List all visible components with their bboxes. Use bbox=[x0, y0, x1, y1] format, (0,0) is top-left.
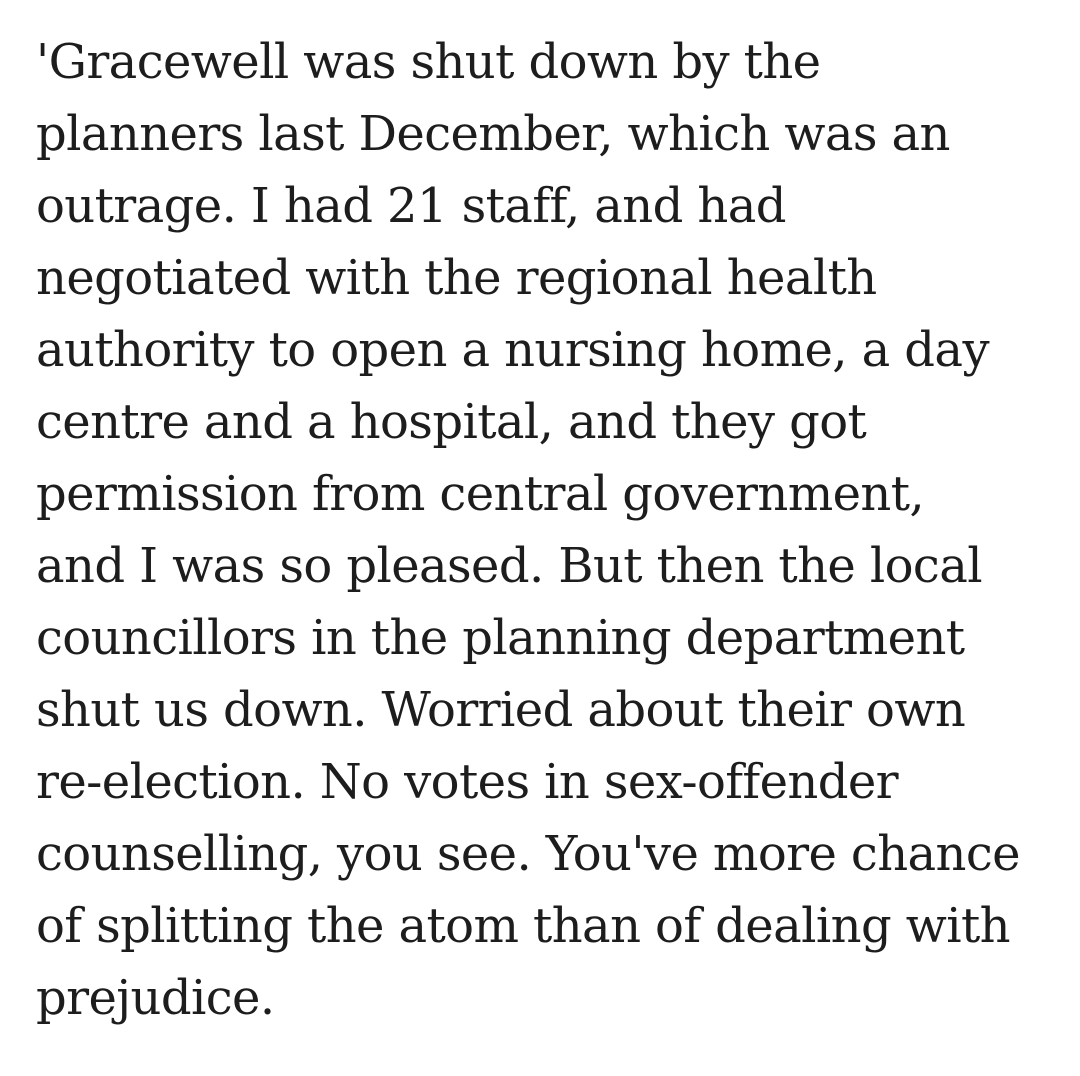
paragraph-line: councillors in the planning department bbox=[36, 610, 965, 666]
paragraph-line: and I was so pleased. But then the local bbox=[36, 538, 982, 594]
article-paragraph bbox=[36, 26, 1066, 1034]
paragraph-line: permission from central government, bbox=[36, 466, 925, 522]
paragraph-line: centre and a hospital, and they got bbox=[36, 394, 867, 450]
paragraph-line: of splitting the atom than of dealing with bbox=[36, 898, 1010, 954]
paragraph-line: authority to open a nursing home, a day bbox=[36, 322, 989, 378]
paragraph-line: negotiated with the regional health bbox=[36, 250, 877, 306]
paragraph-line: re-election. No votes in sex-offender bbox=[36, 754, 898, 810]
paragraph-line: outrage. I had 21 staff, and had bbox=[36, 178, 786, 234]
paragraph-line: counselling, you see. You've more chance bbox=[36, 826, 1020, 882]
paragraph-line: planners last December, which was an bbox=[36, 106, 950, 162]
paragraph-line: 'Gracewell was shut down by the bbox=[36, 34, 821, 90]
paragraph-line: shut us down. Worried about their own bbox=[36, 682, 966, 738]
paragraph-line: prejudice. bbox=[36, 970, 275, 1026]
